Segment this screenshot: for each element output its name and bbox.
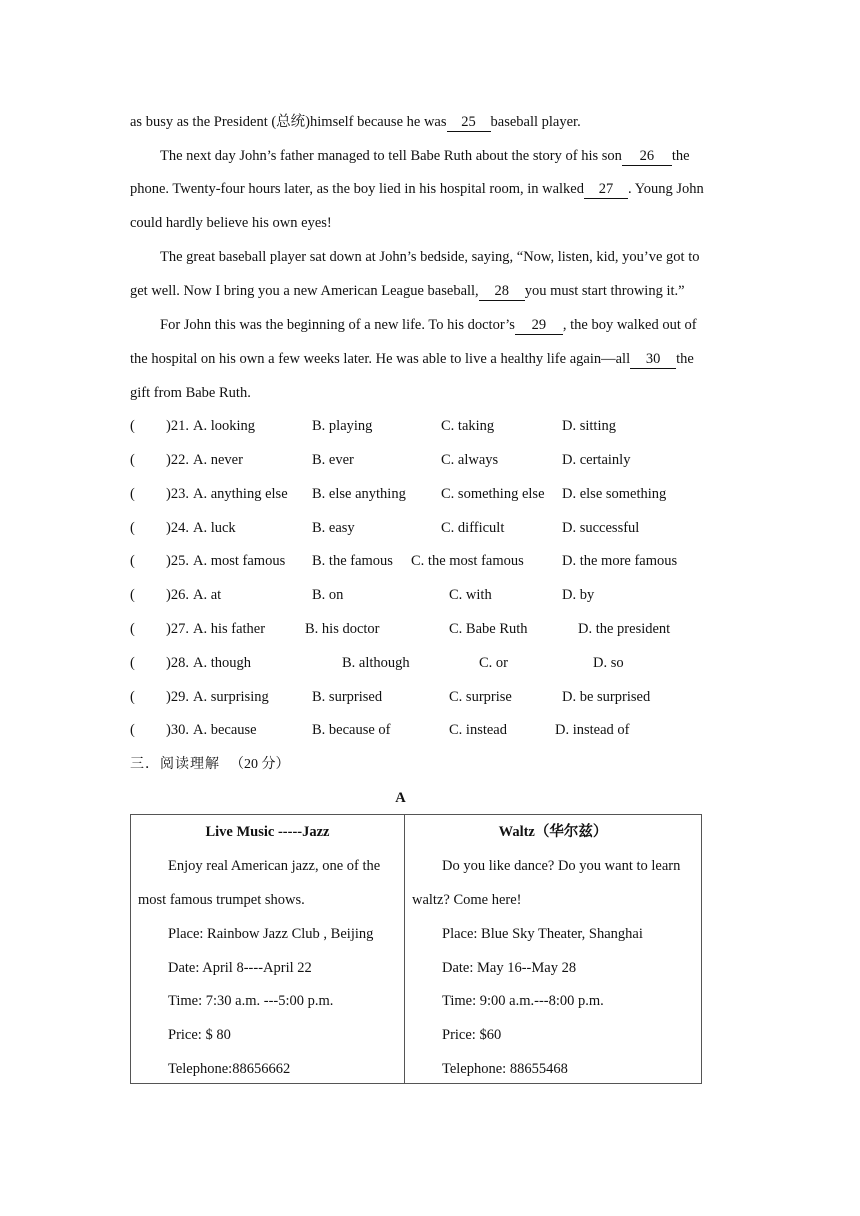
passage-text: as busy as the President (总统)himself because he was bbox=[130, 114, 447, 130]
ad-title: Waltz（华尔兹） bbox=[498, 824, 608, 840]
ad-desc: waltz? Come here! bbox=[412, 892, 522, 908]
passage-text: For John this was the beginning of a new life. To his doctor’s bbox=[160, 317, 515, 333]
question-row bbox=[130, 585, 731, 605]
option-c[interactable]: C. Babe Ruth bbox=[449, 621, 528, 637]
option-d[interactable]: D. successful bbox=[562, 520, 640, 536]
option-c[interactable]: C. something else bbox=[441, 486, 545, 502]
option-b[interactable]: B. his doctor bbox=[305, 621, 380, 637]
option-c[interactable]: C. taking bbox=[441, 418, 495, 434]
passage-text: the bbox=[676, 351, 694, 367]
option-a[interactable]: A. surprising bbox=[193, 689, 269, 705]
question-number: )30. bbox=[166, 722, 189, 738]
passage-line bbox=[130, 146, 731, 166]
question-number: )21. bbox=[166, 418, 189, 434]
option-a[interactable]: A. looking bbox=[193, 418, 256, 434]
blank-25[interactable]: 25 bbox=[447, 114, 491, 132]
blank-27[interactable]: 27 bbox=[584, 181, 628, 199]
option-b[interactable]: B. ever bbox=[312, 452, 354, 468]
option-d[interactable]: D. sitting bbox=[562, 418, 616, 434]
answer-paren[interactable]: ( bbox=[130, 486, 135, 502]
question-row bbox=[130, 450, 731, 470]
option-c[interactable]: C. with bbox=[449, 587, 492, 603]
option-c[interactable]: C. difficult bbox=[441, 520, 505, 536]
blank-28[interactable]: 28 bbox=[479, 283, 525, 301]
ad-desc: most famous trumpet shows. bbox=[138, 892, 305, 908]
question-row bbox=[130, 518, 731, 538]
answer-paren[interactable]: ( bbox=[130, 418, 135, 434]
question-row bbox=[130, 484, 731, 504]
ad-date: Date: April 8----April 22 bbox=[168, 960, 312, 976]
passage-line: The great baseball player sat down at John’s bedside, saying, “Now, listen, kid, you’ve got to bbox=[160, 249, 700, 265]
option-b[interactable]: B. playing bbox=[312, 418, 373, 434]
option-a[interactable]: A. at bbox=[193, 587, 222, 603]
ad-desc: Do you like dance? Do you want to learn bbox=[442, 858, 681, 874]
option-d[interactable]: D. else something bbox=[562, 486, 667, 502]
ad-price: Price: $ 80 bbox=[168, 1027, 231, 1043]
answer-paren[interactable]: ( bbox=[130, 722, 135, 738]
ad-time: Time: 7:30 a.m. ---5:00 p.m. bbox=[168, 993, 334, 1009]
question-row bbox=[130, 720, 731, 740]
passage-text: the hospital on his own a few weeks later. He was able to live a healthy life again—all bbox=[130, 351, 631, 367]
option-c[interactable]: C. surprise bbox=[449, 689, 512, 705]
option-d[interactable]: D. so bbox=[593, 655, 624, 671]
blank-29[interactable]: 29 bbox=[515, 317, 563, 335]
blank-26[interactable]: 26 bbox=[622, 148, 672, 166]
passage-line bbox=[130, 179, 731, 199]
ad-title: Live Music -----Jazz bbox=[205, 824, 330, 840]
answer-paren[interactable]: ( bbox=[130, 689, 135, 705]
section-heading bbox=[130, 754, 731, 774]
question-row bbox=[130, 619, 731, 639]
ads-table bbox=[130, 814, 702, 1084]
section-points: （20 分） bbox=[230, 757, 290, 772]
option-d[interactable]: D. certainly bbox=[562, 452, 631, 468]
passage-text: The next day John’s father managed to tell Babe Ruth about the story of his son bbox=[160, 148, 622, 164]
option-d[interactable]: D. be surprised bbox=[562, 689, 651, 705]
answer-paren[interactable]: ( bbox=[130, 553, 135, 569]
option-d[interactable]: D. the more famous bbox=[562, 553, 678, 569]
option-c[interactable]: C. instead bbox=[449, 722, 507, 738]
question-number: )25. bbox=[166, 553, 189, 569]
option-b[interactable]: B. on bbox=[312, 587, 344, 603]
answer-paren[interactable]: ( bbox=[130, 520, 135, 536]
passage-text: the bbox=[671, 148, 690, 164]
answer-paren[interactable]: ( bbox=[130, 587, 135, 603]
ad-place: Place: Blue Sky Theater, Shanghai bbox=[442, 926, 643, 942]
answer-paren[interactable]: ( bbox=[130, 655, 135, 671]
ad-telephone: Telephone:88656662 bbox=[168, 1061, 291, 1077]
passage-text: phone. Twenty-four hours later, as the boy lied in his hospital room, in walked bbox=[130, 181, 584, 197]
passage-line bbox=[130, 281, 731, 301]
ad-telephone: Telephone: 88655468 bbox=[442, 1061, 568, 1077]
part-label: A bbox=[395, 790, 406, 806]
question-number: )29. bbox=[166, 689, 189, 705]
section-title: 三．阅读理解 bbox=[130, 756, 220, 772]
ad-jazz bbox=[131, 815, 405, 1084]
blank-30[interactable]: 30 bbox=[630, 351, 676, 369]
option-c[interactable]: C. always bbox=[441, 452, 499, 468]
question-number: )26. bbox=[166, 587, 189, 603]
option-b[interactable]: B. the famous bbox=[312, 553, 393, 569]
question-row bbox=[130, 416, 731, 436]
option-c[interactable]: C. or bbox=[479, 655, 508, 671]
passage-line bbox=[130, 315, 731, 335]
question-number: )22. bbox=[166, 452, 189, 468]
option-a[interactable]: A. though bbox=[193, 655, 251, 671]
option-a[interactable]: A. luck bbox=[193, 520, 236, 536]
passage-line: could hardly believe his own eyes! bbox=[130, 215, 332, 231]
answer-paren[interactable]: ( bbox=[130, 452, 135, 468]
ad-price: Price: $60 bbox=[442, 1027, 502, 1043]
ad-time: Time: 9:00 a.m.---8:00 p.m. bbox=[442, 993, 604, 1009]
passage-text: baseball player. bbox=[490, 114, 581, 130]
option-a[interactable]: A. most famous bbox=[193, 553, 286, 569]
option-d[interactable]: D. the president bbox=[578, 621, 671, 637]
ad-date: Date: May 16--May 28 bbox=[442, 960, 577, 976]
question-row bbox=[130, 687, 731, 707]
question-row bbox=[130, 551, 731, 571]
question-number: )28. bbox=[166, 655, 189, 671]
option-b[interactable]: B. else anything bbox=[312, 486, 406, 502]
option-b[interactable]: B. although bbox=[342, 655, 410, 671]
ad-desc: Enjoy real American jazz, one of the bbox=[168, 858, 381, 874]
option-a[interactable]: A. anything else bbox=[193, 486, 288, 502]
option-c[interactable]: C. the most famous bbox=[411, 553, 524, 569]
option-a[interactable]: A. never bbox=[193, 452, 243, 468]
option-b[interactable]: B. because of bbox=[312, 722, 391, 738]
question-row bbox=[130, 653, 731, 673]
passage-text: you must start throwing it.” bbox=[524, 283, 685, 299]
option-a[interactable]: A. his father bbox=[193, 621, 266, 637]
question-number: )27. bbox=[166, 621, 189, 637]
passage-line bbox=[130, 349, 731, 369]
option-d[interactable]: D. by bbox=[562, 587, 595, 603]
passage-line: gift from Babe Ruth. bbox=[130, 385, 251, 401]
option-a[interactable]: A. because bbox=[193, 722, 257, 738]
question-number: )23. bbox=[166, 486, 189, 502]
ad-place: Place: Rainbow Jazz Club , Beijing bbox=[168, 926, 374, 942]
option-b[interactable]: B. easy bbox=[312, 520, 355, 536]
passage-text: . Young John bbox=[628, 181, 704, 197]
option-b[interactable]: B. surprised bbox=[312, 689, 383, 705]
question-number: )24. bbox=[166, 520, 189, 536]
passage-line bbox=[130, 112, 731, 132]
ad-waltz bbox=[405, 815, 702, 1084]
option-d[interactable]: D. instead of bbox=[555, 722, 630, 738]
passage-text: get well. Now I bring you a new American League baseball, bbox=[130, 283, 479, 299]
passage-text: , the boy walked out of bbox=[562, 317, 697, 333]
answer-paren[interactable]: ( bbox=[130, 621, 135, 637]
